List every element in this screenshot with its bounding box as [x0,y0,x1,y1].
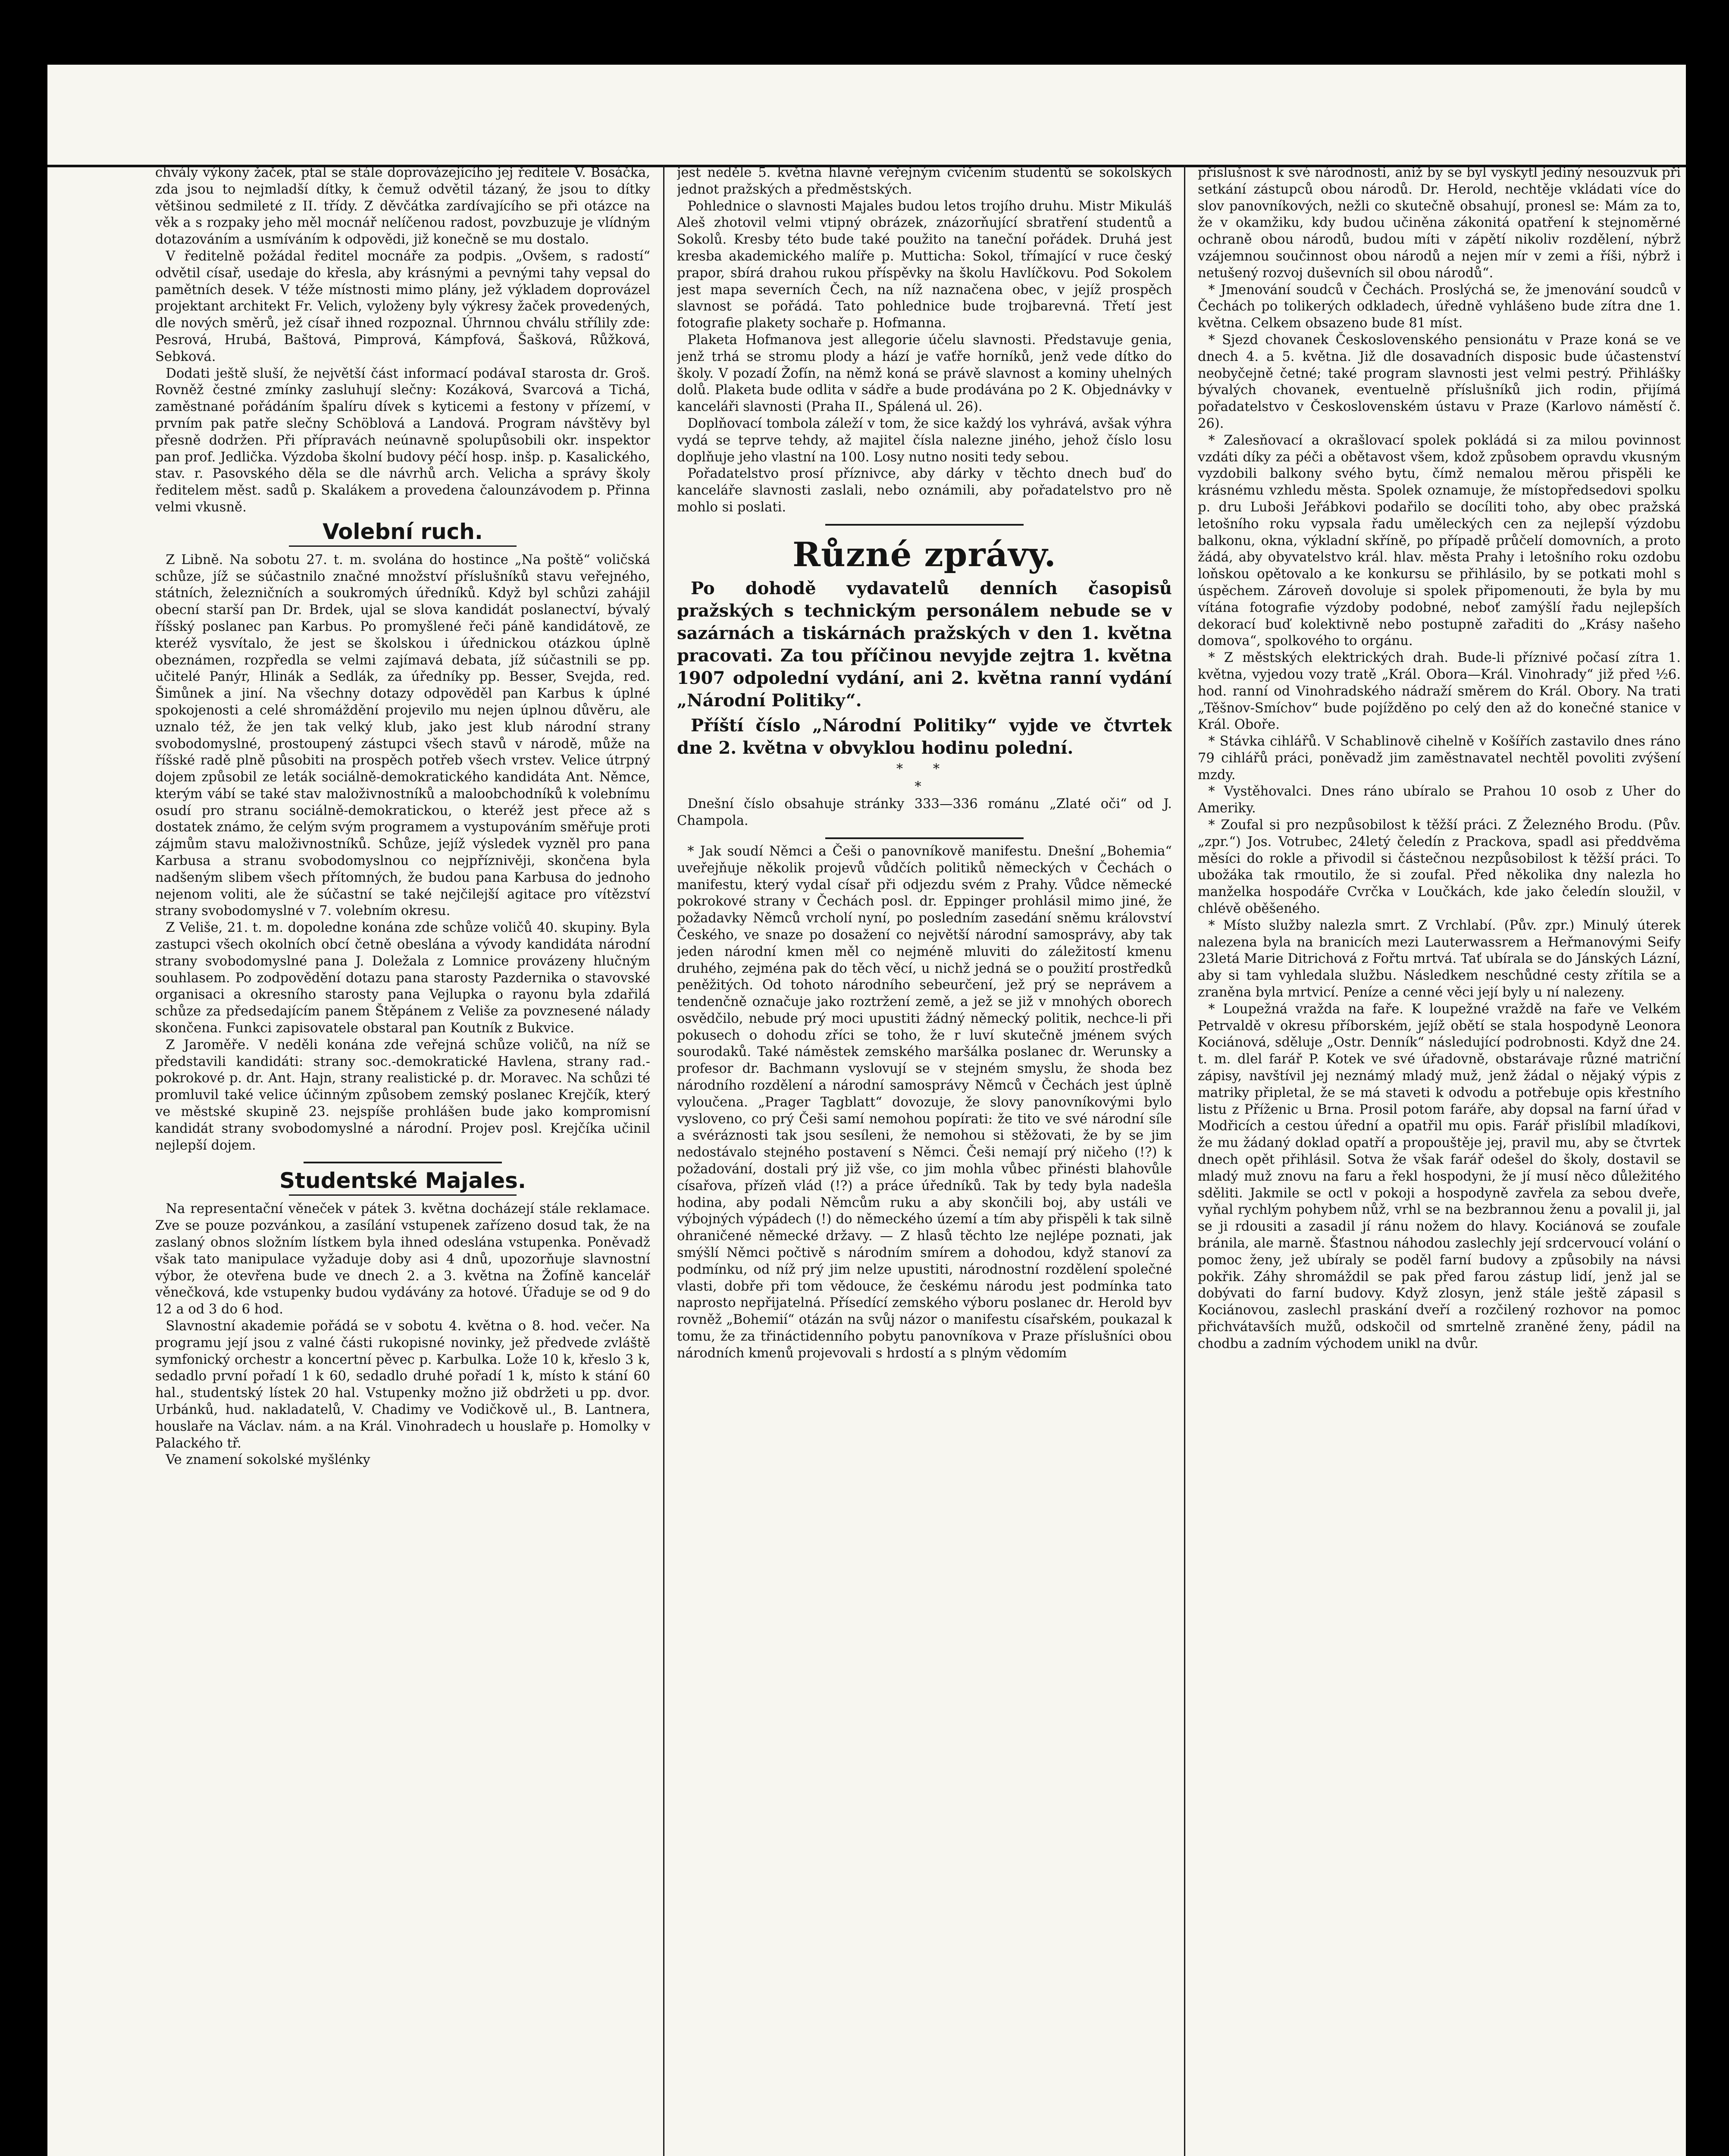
section-heading-volebni: Volební ruch. [323,519,483,544]
article-paragraph: Slavnostní akademie pořádá se v sobotu 4. května o 8. hod. večer. Na programu její jsou z valné části rukopisné novinky, jež předvede zvláště symfonický orchestr a koncertní pěvec p. Karbulka. Lože 10 k, křeslo 3 k, sedadlo první pořadí 1 k 60, sedadlo druhé pořadí 1 k, místo k stání 60 hal., studentský lístek 20 hal. Vstupenky možno již obdržeti u pp. dvor. Urbánků, hud. nakladatelů, V. Chadimy ve Vodičkově ul., B. Lantnera, houslaře na Václav. nám. a na Král. Vinohradech u houslaře p. Homolky v Palackého tř. [155,1319,650,1451]
column-divider [1184,165,1185,2156]
section-heading-majales: Studentské Majales. [279,1168,526,1194]
section-separator [825,524,1023,526]
section-separator [825,837,1023,839]
newspaper-page [47,65,1686,2156]
notice-next-issue: Příští číslo „Národní Politiky“ vyjde ve čtvrtek dne 2. května v obvyklou hodinu polední. [677,715,1172,758]
news-item: * Zalesňovací a okrašlovací spolek pokládá si za milou povinnost vzdáti díky za péči a obětavost všem, kdož způsobem opravdu vkusným vyzdobili balkony svého bytu, čímž nemalou měrou přispěli ke krásnému vzhledu města. Spolek oznamuje, že místopředsedovi spolku p. dru Luboši Jeřábkovi podařilo se docíliti toho, aby obec pražská letošního roku vypsala řadu uměleckých cen za nejlepší výzdobu balkonu, okna, výkladní skříně, po případě průčelí domovních, a proto žádá, aby obyvatelstvo král. hlav. města Prahy i letošního roku ozdobu loňskou opětovalo a ke konkursu se přihlásilo, by se potkati mohl s úspěchem. Zároveň dovoluje si spolek připomenouti, že byla by mu vítána fotografie výzdoby podobné, neboť zamýšlí řadu nejlepších dekorací buď kolektivně nebo postupně zařaditi do „Krásy našeho domova“, spolkového to orgánu. [1198,432,1681,649]
section-heading-ruzne-zpravy: Různé zprávy. [792,535,1056,574]
article-paragraph: Ve znamení sokolské myšlénky [166,1452,370,1468]
news-item: * Loupežná vražda na faře. K loupežné vraždě na faře ve Velkém Petrvaldě v okresu příborském, jejíž obětí se stala hospodyně Leonora Kociánová, sděluje „Ostr. Denník“ následující podrobnosti. Když dne 24. t. m. dlel farář P. Kotek ve své úřadovně, obstarávaje různé matriční zápisy, navštívil jej neznámý mladý muž, jenž žádal o nějaký výpis z matriky připletal, že se má staveti k odvodu a potřebuje opis křestního listu z Příženic u Brna. Prosil potom faráře, aby dopsal na farní úřad v Modřicích a cestou úřední a opatřil mu opis. Farář přislíbil mladíkovi, že mu žádaný doklad opatří a propouštěje jej, pravil mu, aby se čtvrtek dnech opět přihlásil. Sotva že však farář odešel do školy, dostavil se mladý muž znovu na faru a řekl hospodyni, že jí musí něco důležitého sděliti. Jakmile se octl v pokoji a hospodyně zavřela za sebou dveře, vyňal rychlým pohybem nůž, vrhl se na bezbrannou ženu a povalil ji, jal se ji rdousiti a zasadil jí ránu nožem do hlavy. Kociánová se zoufale bránila, ale marně. Šťastnou náhodou zaslechly její srdcervoucí volání o pomoc ženy, jež ubíraly se poděl farní budovy a způsobily na návsi pokřik. Záhy shromáždil se pak před farou zástup lidí, jenž jal se dobývati do farní budovy. Když zlosyn, jenž stále ještě zápasil s Kociánovou, zaslechl praskání dveří a rozčilený rozhovor na pomoc přichvátavších mužů, odskočil od smrtelně zraněné ženy, pádil na chodbu a zadním východem unikl na dvůr. [1198,1001,1681,1351]
article-paragraph: Z Libně. Na sobotu 27. t. m. svolána do hostince „Na poště“ voličská schůze, jíž se súčastnilo značné množství příslušníků stavu veřejného, státních, železničních a soukromých úředníků. Když byl schůzi zahájil obecní starší pan Dr. Brdek, ujal se slova kandidát poslanectví, bývalý říšský poslanec pan Karbus. Po promyšlené řeči páně kandidátově, ze kteréž vysvítalo, že jest se školskou i úřednickou otázkou úplně obeznámen, rozpředla se velmi zajímavá debata, jíž súčastnili se pp. učitelé Panýr, Hlinák a Sedlák, za úředníky pp. Besser, Svejda, red. Šimůnek a jiní. Na všechny dotazy odpověděl pan Karbus k úplné spokojenosti a celé shromáždění projevilo mu nejen úplnou důvěru, ale uznalo též, že jen tak velký klub, jako jest klub národní strany svobodomyslné, prostoupený zástupci všech stavů v národě, může na říšské radě plně působiti na prospěch potřeb všech vrstev. Velice útrpný dojem způsobil ze leták sociálně-demokratického kandidáta Ant. Němce, kterým vábí se také stav maloživnostníků a maloobchodníků k volebnímu osudí pro stranu sociálně-demokratickou, o kteréž jest přece až s dostatek známo, že celým svým programem a vystupováním směřuje proti zájmům stavu maloživnostníků. Schůze, jejíž výsledek vyzněl pro pana Karbusa a stranu svobodomyslnou co nejpříznivěji, skončena byla nadšeným slibem všech přítomných, že budou pana Karbusa do jednoho nejenom voliti, ale že súčastní se také nejčilejší agitace pro vítězství strany svobodomyslné v 7. volebním okresu. [155,552,650,919]
article-paragraph: * Jak soudí Němci a Češi o panovníkově manifestu. Dnešní „Bohemia“ uveřejňuje několik projevů vůdčích politiků německých v Čechách o manifestu, který vydal císař při odjezdu svém z Prahy. Vůdce německé pokrokové strany v Čechách posl. dr. Eppinger prohlásil mimo jiné, že požadavky Němců vrcholí nyní, po posledním zasedání sněmu království Českého, ve snaze po dosažení co největší národní samosprávy, aby tak jeden národní kmen měl co nejméně mluviti do záležitostí kmenu druhého, zejména pak do těch věcí, u nichž jedná se o použití prostředků peněžitých. Od tohoto národního sebeurčení, jež prý se neprávem a tendenčně označuje jako roztržení země, a jež se již v mnohých oborech osvědčilo, nebude prý moci upustiti žádný německý politik, nechce-li při pokusech o dohodu zříci se toho, že r luví skutečně jménem svých sourodaků. Také náměstek zemského maršálka poslanec dr. Werunsky a profesor dr. Bachmann vyslovují se v stejném smyslu, že shoda bez národního rozdělení a národní samosprávy Němců v Čechách jest úplně vyloučena. „Prager Tagblatt“ dovozuje, že slovy panovníkovými bylo vysloveno, co prý Češi samí nemohou popírati: že tito ve své národní síle a svéráznosti tak jsou sesíleni, že nemohou si stěžovati, že by se jim nedostávalo stejného postavení s Němci. Češi nemají prý ničeho (!?) k požadování, dostali prý již vše, co jim mohla vůbec přinésti blahovůle císařova, přízeň vlád (!?) a práce úředníků. Tak by tedy byla nadešla hodina, aby podali Němcům ruku a aby skončili boj, aby ustáli ve výbojných výpádech (!) do německého území a tím aby přispěli k tak silně ohraničené německé državy. — Z hlasů těchto lze nejlépe poznati, jak smýšlí Němci počtivě s národním smírem a dohodou, když stanoví za podmínku, od níž prý jim nelze upustiti, národnostní rozdělení společné vlasti, dobře při tom vědouce, že českému národu jest podmínka tato naprosto nepřijatelná. Přísedící zemského výboru poslanec dr. Herold byv rovněž „Bohemií“ otázán na svůj názor o manifestu císařském, poukazal k tomu, že za třináctidenního pobytu panovníkova v Praze příslušníci obou národních kmenů projevovali s hrdostí a s plným vědomím [677,843,1172,1361]
article-paragraph: Plaketa Hofmanova jest allegorie účelu slavnosti. Představuje genia, jenž trhá se stromu plody a hází je vaťře horníků, jenž vede dítko do školy. V pozadí Žofín, na němž koná se právě slavnost a kominy uhelných dolů. Plaketa bude odlita v sádře a bude prodávána po 2 K. Objednávky v kanceláři slavnosti (Praha II., Spálená ul. 26). [677,332,1172,415]
column-right [1198,165,1681,2156]
news-item: * Stávka cihlářů. V Schablinově cihelně v Košířích zastavilo dnes ráno 79 cihlářů práci, poněvadž jim zaměstnavatel nechtěl povoliti zvýšení mzdy. [1198,734,1681,783]
article-paragraph: Z Jaroměře. V neděli konána zde veřejná schůze voličů, na níž se představili kandidáti: strany soc.-demokratické Havlena, strany rad.-pokrokové p. dr. Ant. Hajn, strany realistické p. dr. Moravec. Na schůzi té promluvil také velice účinným způsobem zemský poslanec Krejčík, který ve městské skupině 23. nejspíše prohlášen bude jako kompromisní kandidát strany svobodomyslné a národní. Projev posl. Krejčíka učinil nejlepší dojem. [155,1037,650,1153]
article-paragraph: Z Veliše, 21. t. m. dopoledne konána zde schůze voličů 40. skupiny. Byla zastupci všech okolních obcí četně obeslána a vývody kandidáta národní strany svobodomyslné pana J. Doležala z Lomnice provázeny hlučným souhlasem. Po zodpovědění dotazu pana starosty Pazdernika o stavovské organisaci a okresního starosty pana Vejlupka o rayonu byla zdařilá schůze za předsedajícím panem Štěpánem z Veliše za povznesené nálady skončena. Funkci zapisovatele obstaral pan Koutník z Bukvice. [155,920,650,1036]
news-item: * Sjezd chovanek Československého pensionátu v Praze koná se ve dnech 4. a 5. května. Již dle dosavadních disposic bude účastenství neobyčejně četné; také program slavnosti jest velmi pestrý. Přihlášky bývalých chovanek, eventuelně příslušníků jich rodin, přijímá pořadatelstvo v Československém ústavu v Praze (Karlovo náměstí č. 26). [1198,332,1681,431]
news-item: * Vystěhovalci. Dnes ráno ubíralo se Prahou 10 osob z Uher do Ameriky. [1198,784,1681,816]
column-left [155,165,650,2156]
news-item: * Jmenování soudců v Čechách. Proslýchá se, že jmenování soudců v Čechách po tolikerých odkladech, úředně vyhlášeno bude zítra dne 1. května. Celkem obsazeno bude 81 míst. [1198,282,1681,331]
heading-rule [289,1194,517,1196]
article-paragraph: Pořadatelstvo prosí příznivce, aby dárky v těchto dnech buď do kanceláře slavnosti zaslali, nebo oznámili, aby pořadatelstvo pro ně mohlo si poslati. [677,466,1172,515]
notice-printing-holiday: Po dohodě vydavatelů denních časopisů pražských s technickým personálem nebude se v sazárnách a tiskárnách pražských v den 1. května pracovati. Za tou příčinou nevyjde zejtra 1. května 1907 odpolední vydání, ani 2. května ranní vydání „Národní Politiky“. [677,578,1172,711]
article-paragraph: Na representační věneček v pátek 3. května docházejí stále reklamace. Zve se pouze pozvánkou, a zasílání vstupenek zařízeno dosud tak, že na zaslaný obnos složním lístkem byla ihned odeslána vstupenka. Poněvadž však tato manipulace vyžaduje doby asi 4 dnů, upozorňuje slavnostní výbor, že otevřena bude ve dnech 2. a 3. května na Žofíně kancelář věnečková, kde vstupenky budou vydávány za hotové. Úřaduje se od 9 do 12 a od 3 do 6 hod. [155,1201,650,1317]
article-paragraph: Doplňovací tombola záleží v tom, že sice každý los vyhrává, avšak výhra vydá se teprve tehdy, až majitel čísla nalezne jiného, jehož číslo losu doplňuje jeho vlastní na 100. Losy nutno nositi tedy sebou. [677,416,1172,465]
article-paragraph: Pohlednice o slavnosti Majales budou letos trojího druhu. Mistr Mikuláš Aleš zhotovil velmi vtipný obrázek, znázorňující sbratření studentů a Sokolů. Kresby této bude také použito na taneční pořádek. Druhá jest kresba akademického malíře p. Mutticha: Sokol, třímající v ruce český prapor, sbírá drahou rukou příspěvky na školu Havlíčkovu. Pod Sokolem jest mapa severních Čech, na níž naznačena obec, v jejíž prospěch slavnost se pořádá. Tato pohlednice bude trojbarevná. Třetí jest fotografie plakety sochaře p. Hofmanna. [677,198,1172,331]
column-middle [677,165,1172,2156]
section-separator [304,1162,501,1163]
news-item: * Zoufal si pro nezpůsobilost k těžší práci. Z Železného Brodu. (Pův. „zpr.“) Jos. Votrubec, 24letý čeledín z Prackova, spadl asi předdvěma měsíci do rokle a přivodil si částečnou nezpůsobilost k těžší práci. To ubožáka tak rmoutilo, že si zoufal. Před několika dny nalezla ho manželka hospodáře Cvrčka v Loučkách, kde jako čeledín sloužil, v chlévě oběšeného. [1198,818,1681,917]
article-paragraph: příslušnost k své národnosti, aniž by se byl vyskytl jediný nesouzvuk při setkání zástupců obou národů. Dr. Herold, nechtěje vkládati více do slov panovníkových, nežli co skutečně obsahují, pronesl se: Mám za to, že v okamžiku, kdy budou učiněna zákonitá opatření k stejnoměrné ochraně obou národů, budou míti v zápětí nikoliv rozdělení, nýbrž vzájemnou součinnost obou národů a nejen mír v zemi a říši, nýbrž i netušený rozvoj duševních sil obou národů“. [1198,165,1681,281]
heading-rule [289,545,517,547]
star-divider: * [915,779,934,794]
column-divider [663,165,664,2156]
star-divider: * * [896,761,953,777]
article-paragraph: jest neděle 5. května hlavně veřejným cvičením studentů se sokolských jednot pražských a předměstských. [677,165,1172,197]
article-paragraph: Dodati ještě sluší, že největší část informací podávaI starosta dr. Groš. Rovněž čestné zmínky zasluhují slečny: Kozáková, Svarcová a Tichá, zaměstnané pořádáním špalíru dívek s kyticemi a festony v přízemí, v prvním pak patře slečny Schöblová a Landová. Program návštěvy byl přesně dodržen. Při přípravách neúnavně spolupůsobili okr. inspektor pan prof. Jedlička. Výzdoba školní budovy péčí hosp. inšp. p. Kasalického, stav. r. Pasovského děla se dle návrhů arch. Velicha a správy školy ředitelem měst. sadů p. Skalákem a provedena čalounzávodem p. Přinna velmi vkusně. [155,366,650,515]
article-paragraph: V ředitelně požádal ředitel mocnáře za podpis. „Ovšem, s radostí“ odvětil císař, usedaje do křesla, aby krásnými a pevnými tahy vepsal do pamětních desek. V téže místnosti mimo plány, jež výkladem doprovázel projektant architekt Fr. Velich, vyloženy byly výkresy žaček provedených, dle nových směrů, jež císař ihned rozpoznal. Úhrnnou chválu střílily zde: Pesrová, Hrubá, Baštová, Pimprová, Kámpfová, Šašková, Růžková, Sebková. [155,248,650,364]
news-item: * Místo služby nalezla smrt. Z Vrchlabí. (Pův. zpr.) Minulý úterek nalezena byla na branicích mezi Lauterwassrem a Heřmanovými Seify 23letá Marie Ditrichová z Fořtu mrtvá. Tať ubírala se do Jánských Lázní, aby si tam vyhledala službu. Následkem neschůdné cesty zřítila se a zraněna byla mrtvicí. Peníze a cenné věci její byly u ní nalezeny. [1198,918,1681,1000]
news-item: * Z městských elektrických drah. Bude-li příznivé počasí zítra 1. května, vyjedou vozy tratě „Král. Obora—Král. Vinohrady“ již před ½6. hod. ranní od Vinohradského nádraží směrem do Král. Obory. Na trati „Těšnov-Smíchov“ bude pojížděno po celý den až do konečné stanice v Král. Oboře. [1198,650,1681,733]
article-paragraph: chvály výkony žaček, ptal se stále doprovázejícího jej ředitele V. Bosáčka, zda jsou to nejmladší dítky, k čemuž odvětil tázaný, že jsou to dítky většinou sedmileté z II. třídy. Z děvčátka zardívajícího se při otázce na věk a s rozpaky jeho měl mocnář nelíčenou radost, povzbuzuje je vlídným dotazováním a usmíváním k odpovědi, již konečně se mu dostalo. [155,165,650,248]
novel-notice: Dnešní číslo obsahuje stránky 333—336 románu „Zlaté oči“ od J. Champola. [677,796,1172,829]
